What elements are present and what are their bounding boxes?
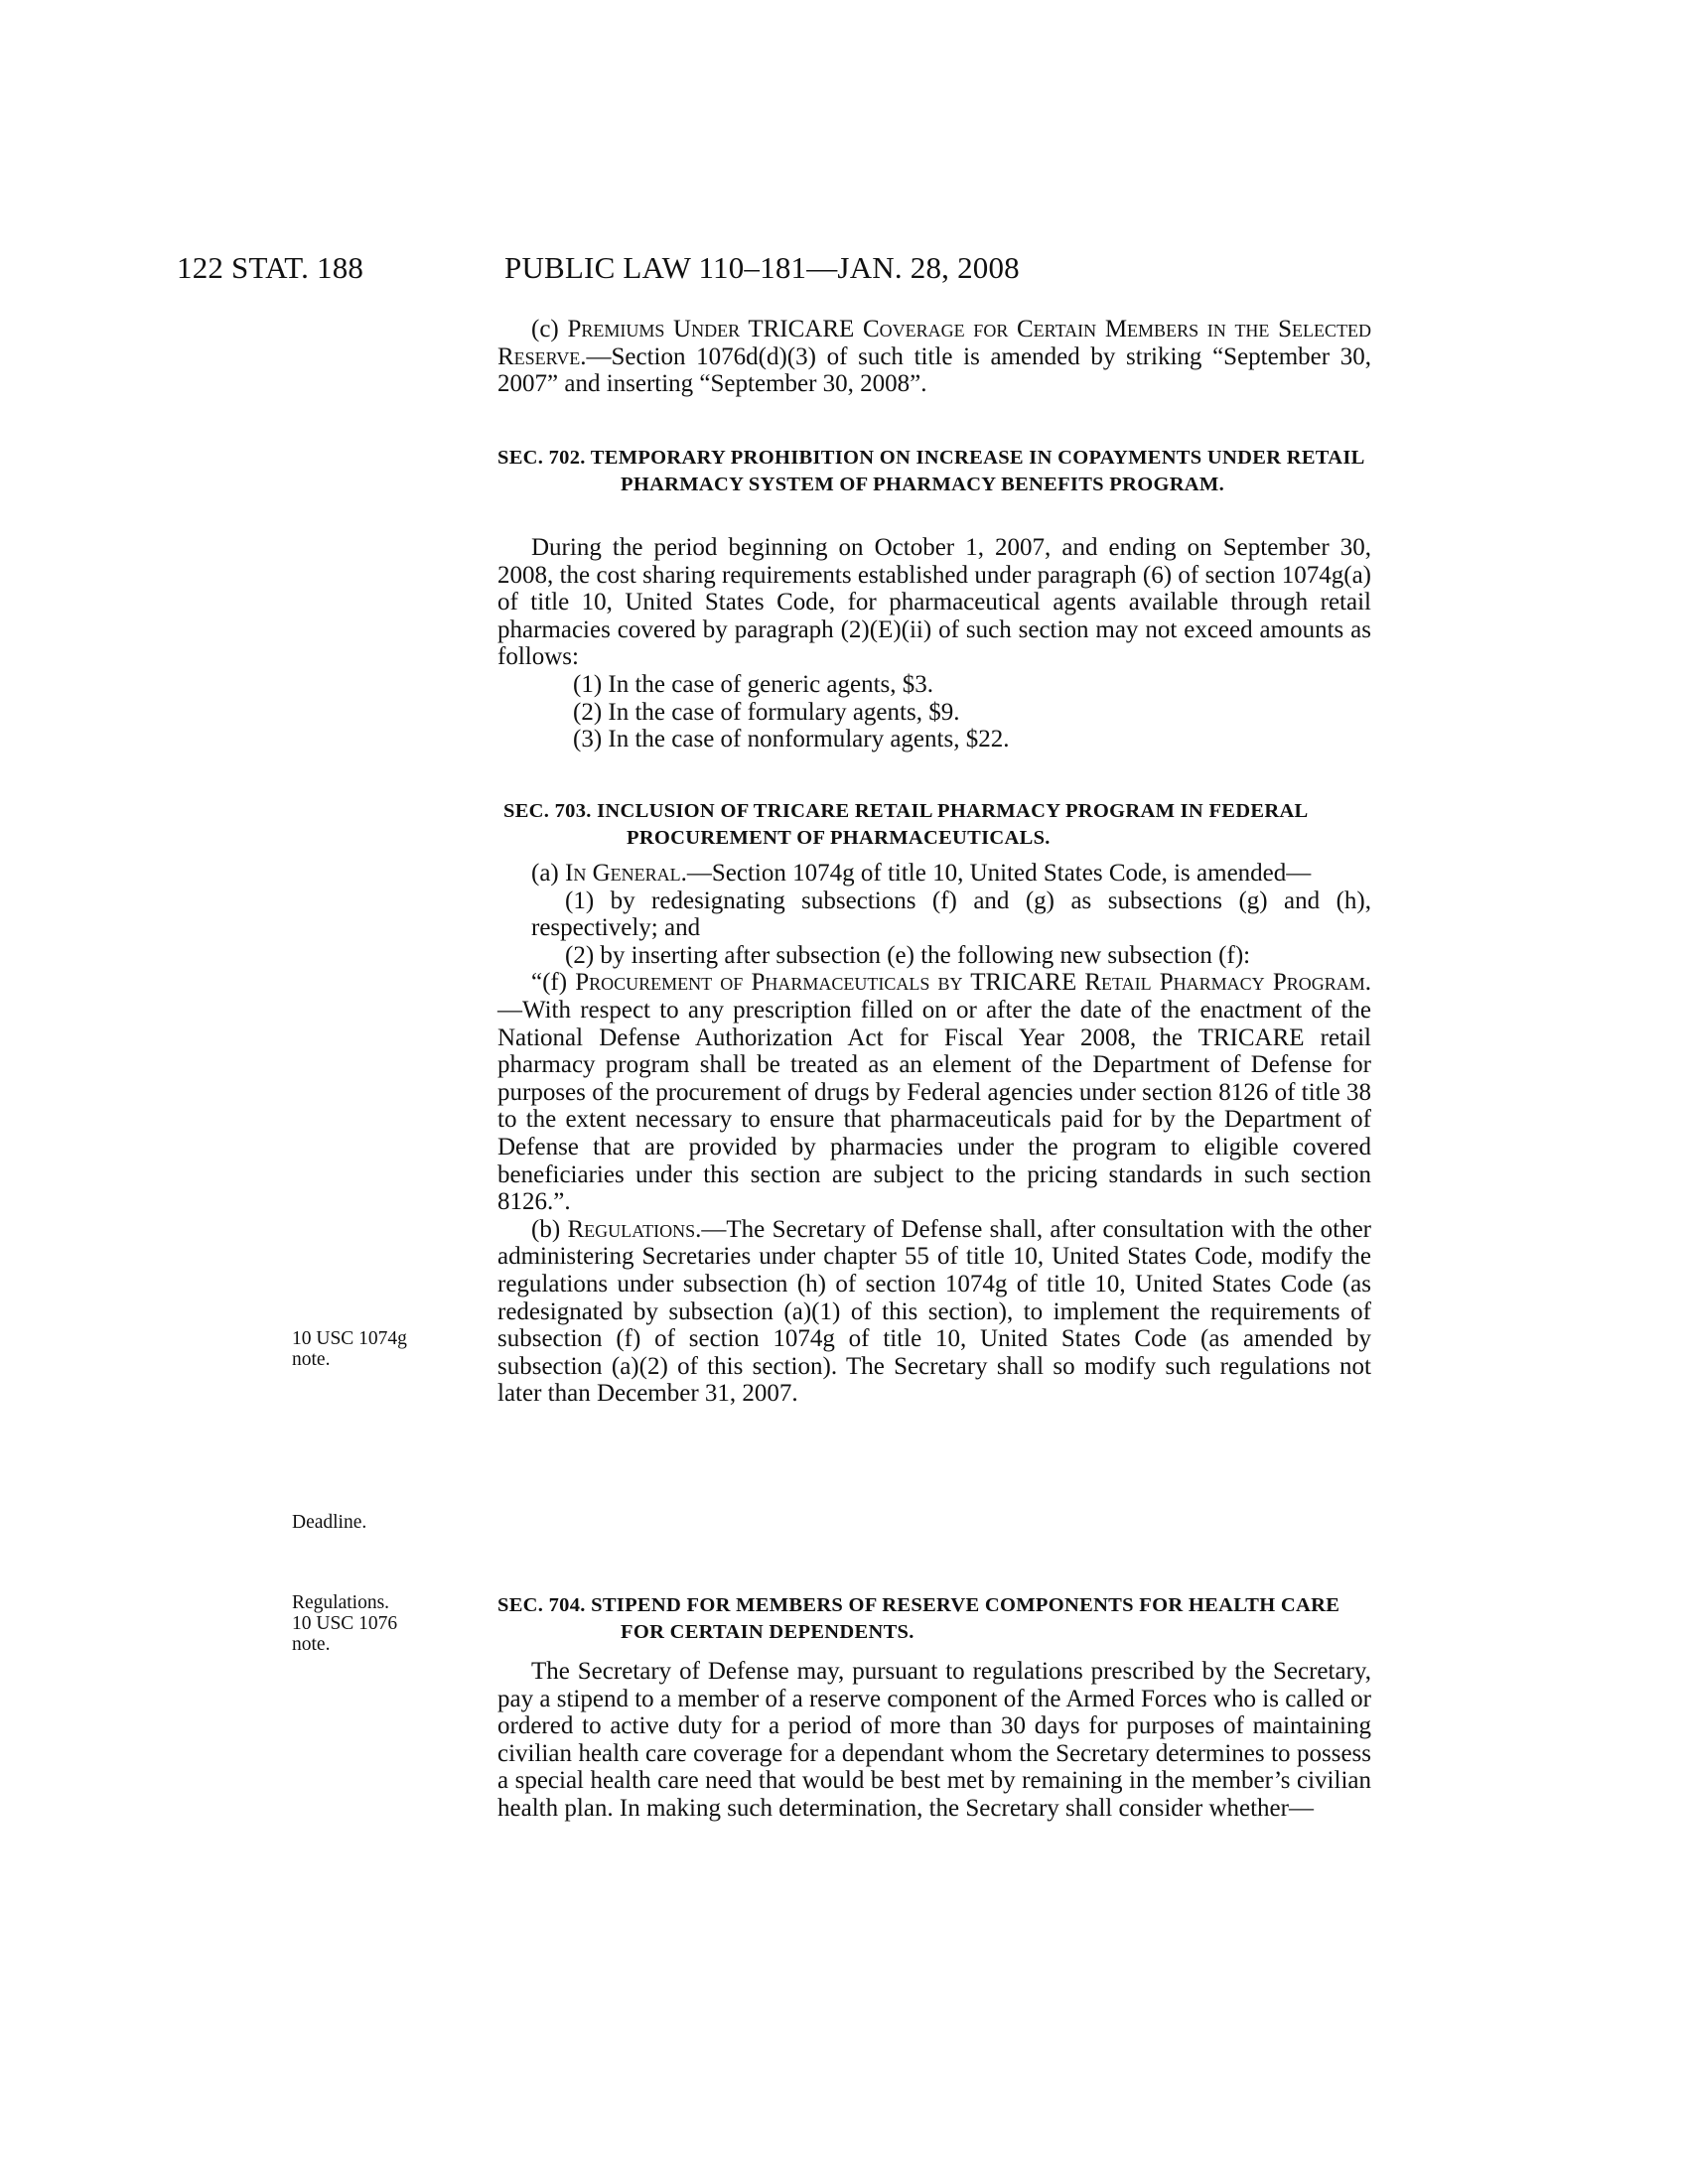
subsection-label: “(f) — [531, 969, 576, 997]
margin-note-regulations — [292, 1592, 397, 1655]
subsection-label: (a) — [531, 860, 565, 887]
margin-note-1074g — [292, 1328, 407, 1370]
paragraph-c — [497, 316, 1371, 398]
subsection-heading: Procurement of Pharmaceuticals by TRICARE Retail Pharmacy Program. — [575, 969, 1371, 997]
subsection-label: (b) — [531, 1215, 568, 1243]
list-item: (2) In the case of formulary agents, $9. — [573, 698, 960, 726]
margin-note-line: note. — [292, 1634, 331, 1655]
subsection-heading: Premiums Under TRICARE Coverage for Certain Members in the Selected Reserve. — [497, 316, 1371, 370]
margin-note-line: note. — [292, 1349, 331, 1370]
list-item: (1) by redesignating subsections (f) and (g) as subsections (g) and (h), respectively; and — [531, 887, 1371, 942]
section-702 — [497, 445, 1371, 497]
subsection-label: (c) — [531, 316, 568, 342]
page-stat-number: 122 STAT. 188 — [177, 250, 364, 285]
section-heading-702: SEC. 702. TEMPORARY PROHIBITION ON INCREASE IN COPAYMENTS UNDER RETAIL PHARMACY SYSTEM OF PHARMACY BENEFITS PROGRAM. — [497, 447, 1364, 495]
section-704-body — [497, 1658, 1371, 1823]
subsection-heading: Regulations. — [567, 1215, 702, 1243]
paragraph-704: The Secretary of Defense may, pursuant to regulations prescribed by the Secretary, pay a stipend to a member of a reserve component of the Armed Forces who is called or ordered to active duty for a period of more than 30 days for purposes of maintaining civilian health care coverage for a dependant whom the Secretary determines to possess a special health care need that would be best met by remaining in the member’s civilian health plan. In making such determination, the Secretary shall consider whether— — [497, 1658, 1371, 1822]
subsection-text: —Section 1074g of title 10, United States Code, is amended— — [686, 860, 1312, 887]
running-header: PUBLIC LAW 110–181—JAN. 28, 2008 — [504, 250, 1020, 285]
subsection-text: —Section 1076d(d)(3) of such title is amended by striking “September 30, 2007” and inserting “September 30, 2008”. — [497, 342, 1371, 398]
section-703-body — [497, 860, 1371, 1408]
section-704 — [497, 1592, 1371, 1645]
section-heading-704: SEC. 704. STIPEND FOR MEMBERS OF RESERVE COMPONENTS FOR HEALTH CARE FOR CERTAIN DEPENDENTS. — [497, 1594, 1340, 1643]
margin-note-line: 10 USC 1074g — [292, 1328, 407, 1349]
section-heading-703: SEC. 703. INCLUSION OF TRICARE RETAIL PHARMACY PROGRAM IN FEDERAL PROCUREMENT OF PHARMACEUTICALS. — [503, 800, 1308, 849]
list-item: (3) In the case of nonformulary agents, $22. — [573, 726, 1010, 753]
list-item: (2) by inserting after subsection (e) the following new subsection (f): — [565, 941, 1251, 969]
margin-note-line: Deadline. — [292, 1512, 367, 1533]
margin-note-line: 10 USC 1076 — [292, 1613, 398, 1634]
section-c-premiums — [497, 316, 1371, 398]
paragraph-703-b — [497, 1216, 1371, 1408]
paragraph-703-a — [497, 860, 1371, 887]
list-item: (1) In the case of generic agents, $3. — [573, 670, 934, 698]
subsection-text: —With respect to any prescription filled on or after the date of the enactment of the National Defense Authorization Act for Fiscal Year 2008, the TRICARE retail pharmacy program shall be treated as an element of the Department of Defense for purposes of the procurement of drugs by Federal agencies under section 8126 of title 38 to the extent necessary to ensure that pharmaceuticals paid for by the Department of Defense that are provided by pharmacies under the program to eligible covered beneficiaries under this section are subject to the pricing standards in such section 8126.”. — [497, 996, 1371, 1216]
section-702-body — [497, 534, 1371, 753]
margin-note-line: Regulations. — [292, 1592, 390, 1613]
subsection-text: —The Secretary of Defense shall, after consultation with the other administering Secretaries under chapter 55 of title 10, United States Code, modify the regulations under subsection (h) of section 1074g of title 10, United States Code (as redesignated by subsection (a)(1) of this section), to implement the requirements of subsection (f) of section 1074g of title 10, United States Code (as amended by subsection (a)(2) of this section). The Secretary shall so modify such regulations not later than December 31, 2007. — [497, 1215, 1371, 1408]
section-703 — [497, 798, 1371, 851]
margin-note-deadline — [292, 1512, 366, 1533]
paragraph-702: During the period beginning on October 1, 2007, and ending on September 30, 2008, the cost sharing requirements established under paragraph (6) of section 1074g(a) of title 10, United States Code, for pharmaceutical agents available through retail pharmacies covered by paragraph (2)(E)(ii) of such section may not exceed amounts as follows: — [497, 534, 1371, 671]
subsection-heading: In General. — [565, 860, 687, 887]
paragraph-703-f — [497, 969, 1371, 1215]
